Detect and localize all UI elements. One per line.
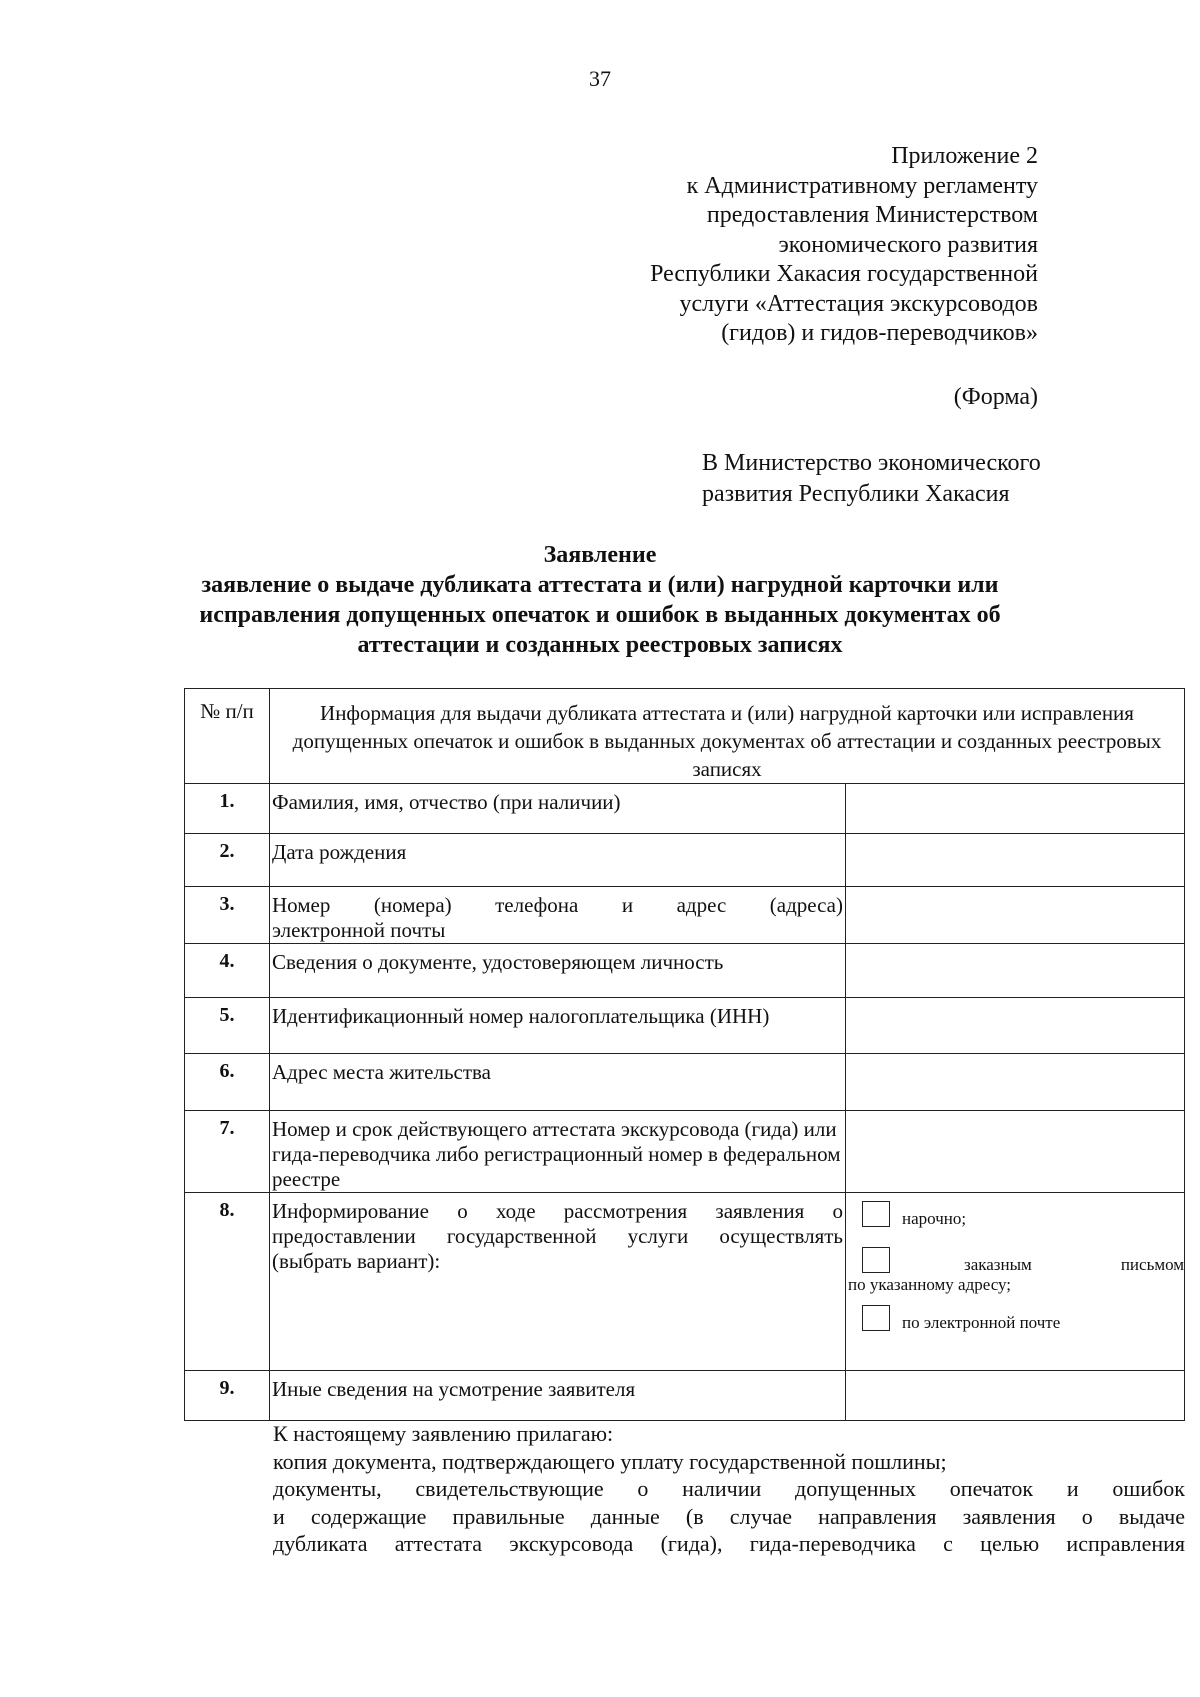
attachment-item-line: и содержащие правильные данные (в случае направления заявления о выдаче <box>273 1503 1185 1529</box>
field-label-other-info: Иные сведения на усмотрение заявителя <box>270 1371 846 1421</box>
table-row <box>185 784 1185 834</box>
attachments-section <box>273 1420 1185 1558</box>
address-input-cell[interactable] <box>846 1054 1185 1111</box>
field-label-line: Номер (номера) телефона и адрес (адреса) <box>272 893 843 917</box>
full-name-input-cell[interactable] <box>846 784 1185 834</box>
identity-document-input-cell[interactable] <box>846 944 1185 998</box>
field-label-birth-date: Дата рождения <box>270 834 846 887</box>
page-number: 37 <box>589 66 611 91</box>
other-info-input-cell[interactable] <box>846 1371 1185 1421</box>
appendix-line: экономического развития <box>778 231 1038 258</box>
table-row <box>185 1371 1185 1421</box>
appendix-line: услуги «Аттестация экскурсоводов <box>679 290 1038 317</box>
addressee-line: развития Республики Хакасия <box>702 481 1010 507</box>
option-label-part: заказным <box>964 1255 1032 1274</box>
addressee <box>702 448 1041 510</box>
appendix-line: Приложение 2 <box>891 143 1038 169</box>
addressee-line: В Министерство экономического <box>702 450 1041 476</box>
field-label-address: Адрес места жительства <box>270 1054 846 1111</box>
header-info-cell: Информация для выдачи дубликата аттестата и (или) нагрудной карточки или исправления допущенных опечаток и ошибок в выданных документах об аттестации и созданных реестровых записях <box>270 689 1185 784</box>
option-label: нарочно; <box>902 1209 967 1228</box>
row-number: 2. <box>185 834 270 887</box>
form-label: (Форма) <box>953 384 1038 410</box>
row-number: 8. <box>185 1193 270 1371</box>
document-title <box>160 540 1040 660</box>
notification-options-cell <box>846 1193 1185 1371</box>
option-label-line: по указанному адресу; <box>848 1275 1012 1294</box>
title-line: исправления допущенных опечаток и ошибок в выданных документах об <box>199 602 1001 628</box>
option-label <box>902 1255 1184 1275</box>
phone-email-input-cell[interactable] <box>846 887 1185 944</box>
option-registered-mail-line <box>846 1239 1184 1275</box>
field-label-full-name: Фамилия, имя, отчество (при наличии) <box>270 784 846 834</box>
table-row <box>185 944 1185 998</box>
row-number: 1. <box>185 784 270 834</box>
appendix-header <box>650 142 1038 349</box>
appendix-line: Республики Хакасия государственной <box>650 261 1038 287</box>
appendix-line: к Административному регламенту <box>686 172 1038 199</box>
row-number: 9. <box>185 1371 270 1421</box>
table-row <box>185 834 1185 887</box>
row-number: 3. <box>185 887 270 944</box>
table-row <box>185 998 1185 1054</box>
row-number: 7. <box>185 1111 270 1193</box>
field-label-identity-document: Сведения о документе, удостоверяющем личность <box>270 944 846 998</box>
checkbox-in-person[interactable] <box>862 1201 890 1227</box>
field-label-inn: Идентификационный номер налогоплательщика (ИНН) <box>270 998 846 1054</box>
field-label-line: электронной почты <box>272 918 446 942</box>
title-line: аттестации и созданных реестровых записях <box>357 632 843 658</box>
attachment-item: копия документа, подтверждающего уплату государственной пошлины; <box>273 1448 947 1474</box>
table-row <box>185 1111 1185 1193</box>
application-form-table <box>184 688 1185 1421</box>
header-number-cell: № п/п <box>185 689 270 784</box>
option-label-part: письмом <box>1120 1255 1185 1274</box>
option-in-person[interactable] <box>846 1193 1184 1229</box>
attachment-item-line: дубликата аттестата экскурсовода (гида), гида-переводчика с целью исправления <box>273 1531 1185 1556</box>
field-label-phone-email <box>270 887 846 944</box>
row-number: 5. <box>185 998 270 1054</box>
inn-input-cell[interactable] <box>846 998 1185 1054</box>
checkbox-email[interactable] <box>862 1305 890 1331</box>
row-number: 6. <box>185 1054 270 1111</box>
attachments-intro: К настоящему заявлению прилагаю: <box>273 1421 614 1446</box>
table-row <box>185 887 1185 944</box>
appendix-line: (гидов) и гидов-переводчиков» <box>721 320 1038 346</box>
option-email[interactable] <box>846 1297 1184 1333</box>
checkbox-registered-mail[interactable] <box>862 1247 890 1273</box>
row-number: 4. <box>185 944 270 998</box>
attachment-item-line: документы, свидетельствующие о наличии допущенных опечаток и ошибок <box>273 1476 1185 1501</box>
birth-date-input-cell[interactable] <box>846 834 1185 887</box>
field-label-certificate: Номер и срок действующего аттестата экскурсовода (гида) или гида-переводчика либо регистрационный номер в федеральном реестре <box>270 1111 846 1193</box>
certificate-input-cell[interactable] <box>846 1111 1185 1193</box>
appendix-line: предоставления Министерством <box>706 202 1038 228</box>
table-header-row <box>185 689 1185 784</box>
option-label: по электронной почте <box>902 1313 1061 1332</box>
table-row <box>185 1054 1185 1111</box>
title-heading: Заявление <box>543 542 657 568</box>
option-registered-mail[interactable] <box>846 1239 1184 1295</box>
table-row <box>185 1193 1185 1371</box>
notification-label-text: Информирование о ходе рассмотрения заявления о предоставлении государственной услуги осуществлять (выбрать вариант): <box>272 1199 843 1273</box>
field-label-notification <box>270 1193 846 1371</box>
title-line: заявление о выдаче дубликата аттестата и (или) нагрудной карточки или <box>201 572 999 598</box>
